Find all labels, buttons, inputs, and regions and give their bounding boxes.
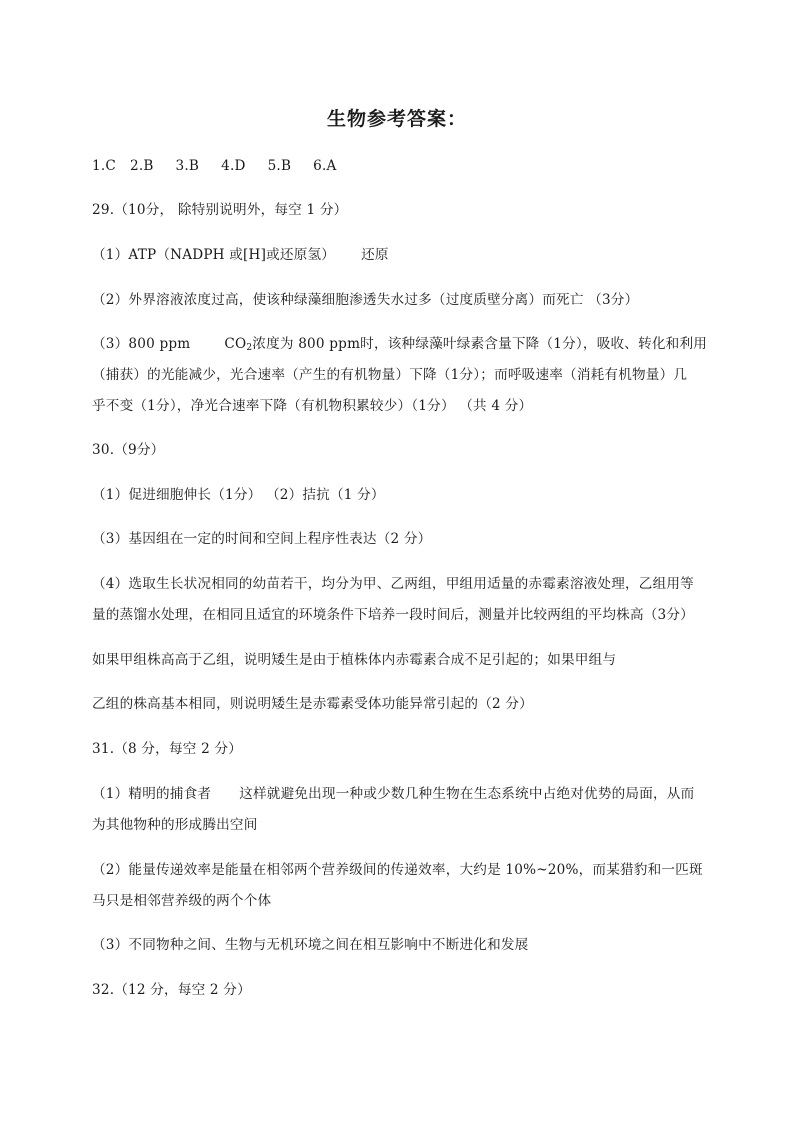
q29-part1 <box>92 245 704 265</box>
q31-part1-line1 <box>92 784 704 804</box>
q29-part3-line1 <box>92 334 708 358</box>
q29-part1-answer-a: （1）ATP（NADPH 或[H]或还原氢） <box>92 247 336 263</box>
q30-part4-line3: 如果甲组株高高于乙组，说明矮生是由于植株体内赤霉素合成不足引起的；如果甲组与 <box>92 652 617 668</box>
q31-part1-answer-b: 这样就避免出现一种或少数几种生物在生态系统中占绝对优势的局面，从而 <box>239 786 695 802</box>
q30-header: 30.（9分） <box>92 442 165 458</box>
q31-part2-line1: （2）能量传递效率是能量在相邻两个营养级间的传递效率，大约是 10%~20%，而某猎豹和一匹斑 <box>92 862 703 878</box>
q31-part1-answer-a: （1）精明的捕食者 <box>92 786 212 802</box>
mc-answer-4: 4.D <box>221 158 246 174</box>
q31-part1-line2: 为其他物种的形成腾出空间 <box>92 817 258 833</box>
q30-part4-line2: 量的蒸馏水处理，在相同且适宜的环境条件下培养一段时间后，测量并比较两组的平均株高（3分） <box>92 607 694 623</box>
q29-header: 29.（10分， 除特别说明外，每空 1 分） <box>92 202 348 218</box>
q30-part1-2: （1）促进细胞伸长（1分） （2）拮抗（1 分） <box>92 487 385 503</box>
q32-header: 32.（12 分，每空 2 分） <box>92 982 251 998</box>
q29-part1-answer-b: 还原 <box>361 247 389 263</box>
q29-part3-concentration: （3）800 ppm <box>92 336 191 352</box>
mc-answer-3: 3.B <box>175 158 200 174</box>
q29-part3-co2-subscript: 2 <box>246 343 253 353</box>
q30-part4-line4: 乙组的株高基本相同，则说明矮生是赤霉素受体功能异常引起的（2 分） <box>92 696 533 712</box>
q29-part3-text: 浓度为 800 ppm时，该种绿藻叶绿素含量下降（1分），吸收、转化和利用 <box>252 336 708 352</box>
q29-part2: （2）外界溶液浓度过高，使该种绿藻细胞渗透失水过多（过度质壁分离）而死亡 （3分） <box>92 292 639 308</box>
q31-header: 31.（8 分，每空 2 分） <box>92 741 243 757</box>
mc-answer-5: 5.B <box>267 158 292 174</box>
mc-answer-2: 2.B <box>129 158 154 174</box>
mc-answer-1: 1.C <box>92 158 116 174</box>
q29-part3-line3: 乎不变（1分），净光合速率下降（有机物积累较少）（1分） （共 4 分） <box>92 398 533 414</box>
page-title: 生物参考答案： <box>326 108 467 130</box>
q31-part2-line2: 马只是相邻营养级的两个个体 <box>92 893 272 909</box>
q29-part3-line2: （捕获）的光能减少，光合速率（产生的有机物量）下降（1分）；而呼吸速率（消耗有机物量）几 <box>92 367 688 383</box>
q30-part3: （3）基因组在一定的时间和空间上程序性表达（2 分） <box>92 531 432 547</box>
q29-part3-co2: CO <box>224 336 247 352</box>
mc-answer-6: 6.A <box>313 158 337 174</box>
q30-part4-line1: （4）选取生长状况相同的幼苗若干，均分为甲、乙两组，甲组用适量的赤霉素溶液处理，乙组用等 <box>92 576 694 592</box>
multiple-choice-answers <box>92 156 704 176</box>
q31-part3: （3）不同物种之间、生物与无机环境之间在相互影响中不断进化和发展 <box>92 937 529 953</box>
